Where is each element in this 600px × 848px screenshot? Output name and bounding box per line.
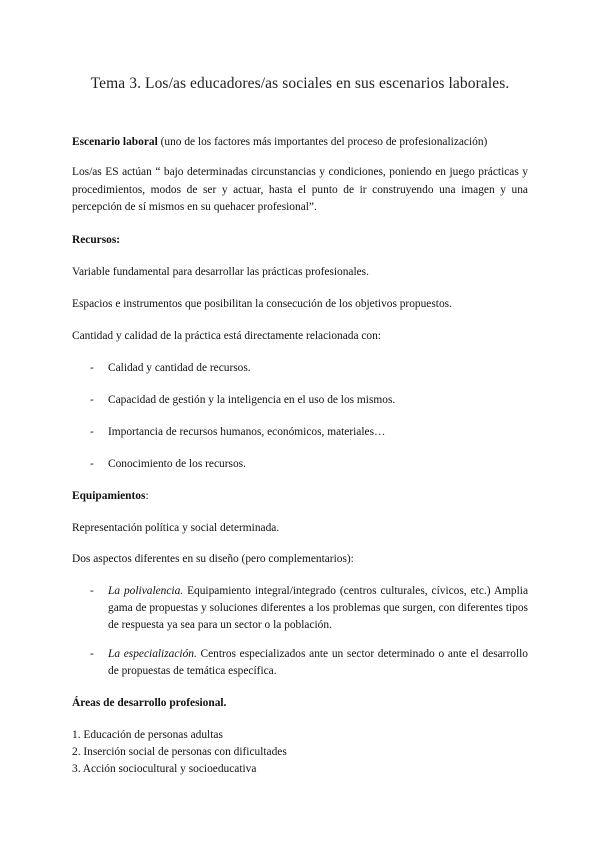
list-dash: - xyxy=(90,458,94,470)
equipamientos-heading-line xyxy=(72,488,528,506)
list-dash: - xyxy=(90,585,94,597)
areas-item-3: 3. Acción sociocultural y socioeducativa xyxy=(72,763,257,775)
list-item xyxy=(90,583,528,634)
list-item-text: Capacidad de gestión y la inteligencia en el uso de los mismos. xyxy=(108,394,396,406)
list-item xyxy=(90,456,528,473)
equipamientos-heading: Equipamientos xyxy=(72,490,146,502)
areas-heading: Áreas de desarrollo profesional. xyxy=(72,697,227,709)
escenario-heading-line xyxy=(72,134,528,152)
recursos-heading: Recursos: xyxy=(72,234,121,246)
list-item xyxy=(90,424,528,441)
list-item-text: Calidad y cantidad de recursos. xyxy=(108,362,251,374)
list-dash: - xyxy=(90,648,94,660)
polivalencia-text: Equipamiento integral/integrado (centros culturales, cívicos, etc.) Amplia gama de propuestas y soluciones diferentes a los problemas que surgen, con diferentes tipos de respuesta ya sea para un sector o la población. xyxy=(108,585,529,631)
recursos-p3: Cantidad y calidad de la práctica está directamente relacionada con: xyxy=(72,330,381,342)
list-item-text: Conocimiento de los recursos. xyxy=(108,458,246,470)
escenario-heading: Escenario laboral xyxy=(72,136,158,148)
term-especializacion: La especialización. xyxy=(108,648,197,660)
equipamientos-p1: Representación política y social determinada. xyxy=(72,522,280,534)
list-item-text: Importancia de recursos humanos, económicos, materiales… xyxy=(108,426,386,438)
equipamientos-colon: : xyxy=(145,490,149,502)
list-item-text xyxy=(108,646,528,680)
equipamientos-p2: Dos aspectos diferentes en su diseño (pero complementarios): xyxy=(72,553,354,565)
term-polivalencia: La polivalencia. xyxy=(108,585,184,597)
list-dash: - xyxy=(90,426,94,438)
areas-item-1: 1. Educación de personas adultas xyxy=(72,729,223,741)
list-item xyxy=(90,392,528,409)
escenario-paragraph: Los/as ES actúan “ bajo determinadas circunstancias y condiciones, poniendo en juego prácticas y procedimientos, modos de ser y actuar, hasta el punto de ir construyendo una imagen y una percepción de sí mismos en su quehacer profesional”. xyxy=(72,166,528,213)
list-item xyxy=(90,360,528,377)
list-dash: - xyxy=(90,362,94,374)
escenario-note: (uno de los factores más importantes del proceso de profesionalización) xyxy=(157,136,488,148)
areas-item-2: 2. Inserción social de personas con dificultades xyxy=(72,746,287,758)
list-item xyxy=(90,646,528,680)
list-dash: - xyxy=(90,394,94,406)
page-title: Tema 3. Los/as educadores/as sociales en sus escenarios laborales. xyxy=(90,75,510,92)
list-item-text xyxy=(108,583,528,634)
especializacion-text: Centros especializados ante un sector determinado o ante el desarrollo de propuestas de temática específica. xyxy=(108,648,528,677)
recursos-p1: Variable fundamental para desarrollar las prácticas profesionales. xyxy=(72,266,369,278)
recursos-p2: Espacios e instrumentos que posibilitan la consecución de los objetivos propuestos. xyxy=(72,298,452,310)
